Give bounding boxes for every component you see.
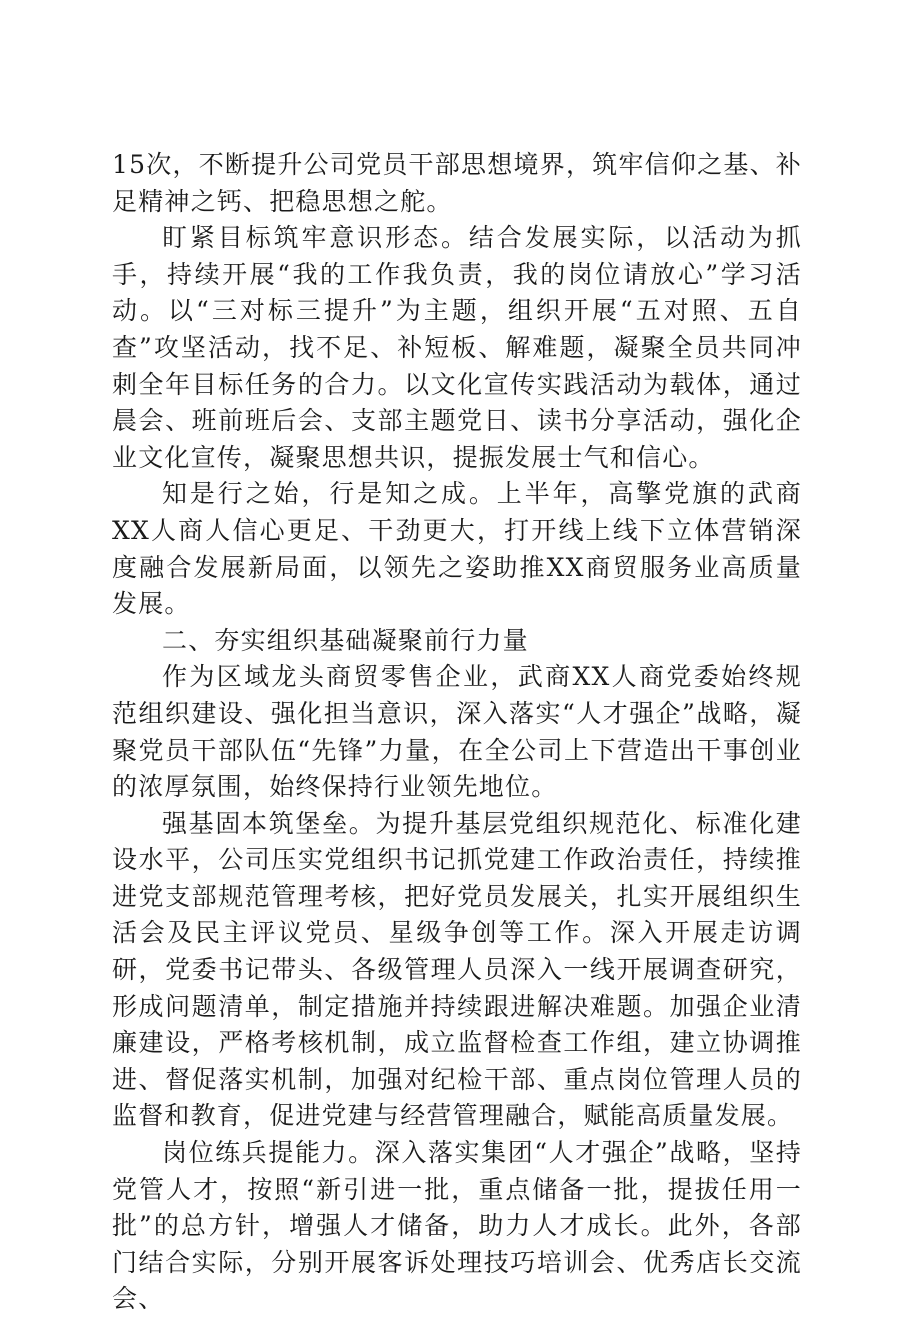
paragraph-5: 作为区域龙头商贸零售企业，武商XX人商党委始终规范组织建设、强化担当意识，深入落实“人才强企”战略，凝聚党员干部队伍“先锋”力量，在全公司上下营造出干事创业的浓厚氛围，始终保持行业领先地位。 [112, 662, 802, 802]
paragraph-3: 知是行之始，行是知之成。上半年，高擎党旗的武商XX人商人信心更足、干劲更大，打开线上线下立体营销深度融合发展新局面，以领先之姿助推XX商贸服务业高质量发展。 [112, 479, 802, 619]
paragraph-1: 15次，不断提升公司党员干部思想境界，筑牢信仰之基、补足精神之钙、把稳思想之舵。 [112, 150, 802, 216]
paragraph-6: 强基固本筑堡垒。为提升基层党组织规范化、标准化建设水平，公司压实党组织书记抓党建工作政治责任，持续推进党支部规范管理考核，把好党员发展关，扎实开展组织生活会及民主评议党员、星级争创等工作。深入开展走访调研，党委书记带头、各级管理人员深入一线开展调查研究，形成问题清单，制定措施并持续跟进解决难题。加强企业清廉建设，严格考核机制，成立监督检查工作组，建立协调推进、督促落实机制，加强对纪检干部、重点岗位管理人员的监督和教育，促进党建与经营管理融合，赋能高质量发展。 [112, 808, 802, 1131]
paragraph-2: 盯紧目标筑牢意识形态。结合发展实际，以活动为抓手，持续开展“我的工作我负责，我的岗位请放心”学习活动。以“三对标三提升”为主题，组织开展“五对照、五自查”攻坚活动，找不足、补短板、解难题，凝聚全员共同冲刺全年目标任务的合力。以文化宣传实践活动为载体，通过晨会、班前班后会、支部主题党日、读书分享活动，强化企业文化宣传，凝聚思想共识，提振发展士气和信心。 [112, 223, 802, 472]
section-heading: 二、夯实组织基础凝聚前行力量 [162, 625, 529, 655]
document-body [112, 147, 802, 1318]
paragraph-7: 岗位练兵提能力。深入落实集团“人才强企”战略，坚持党管人才，按照“新引进一批，重点储备一批，提拔任用一批”的总方针，增强人才储备，助力人才成长。此外，各部门结合实际，分别开展客诉处理技巧培训会、优秀店长交流会、 [112, 1138, 802, 1314]
